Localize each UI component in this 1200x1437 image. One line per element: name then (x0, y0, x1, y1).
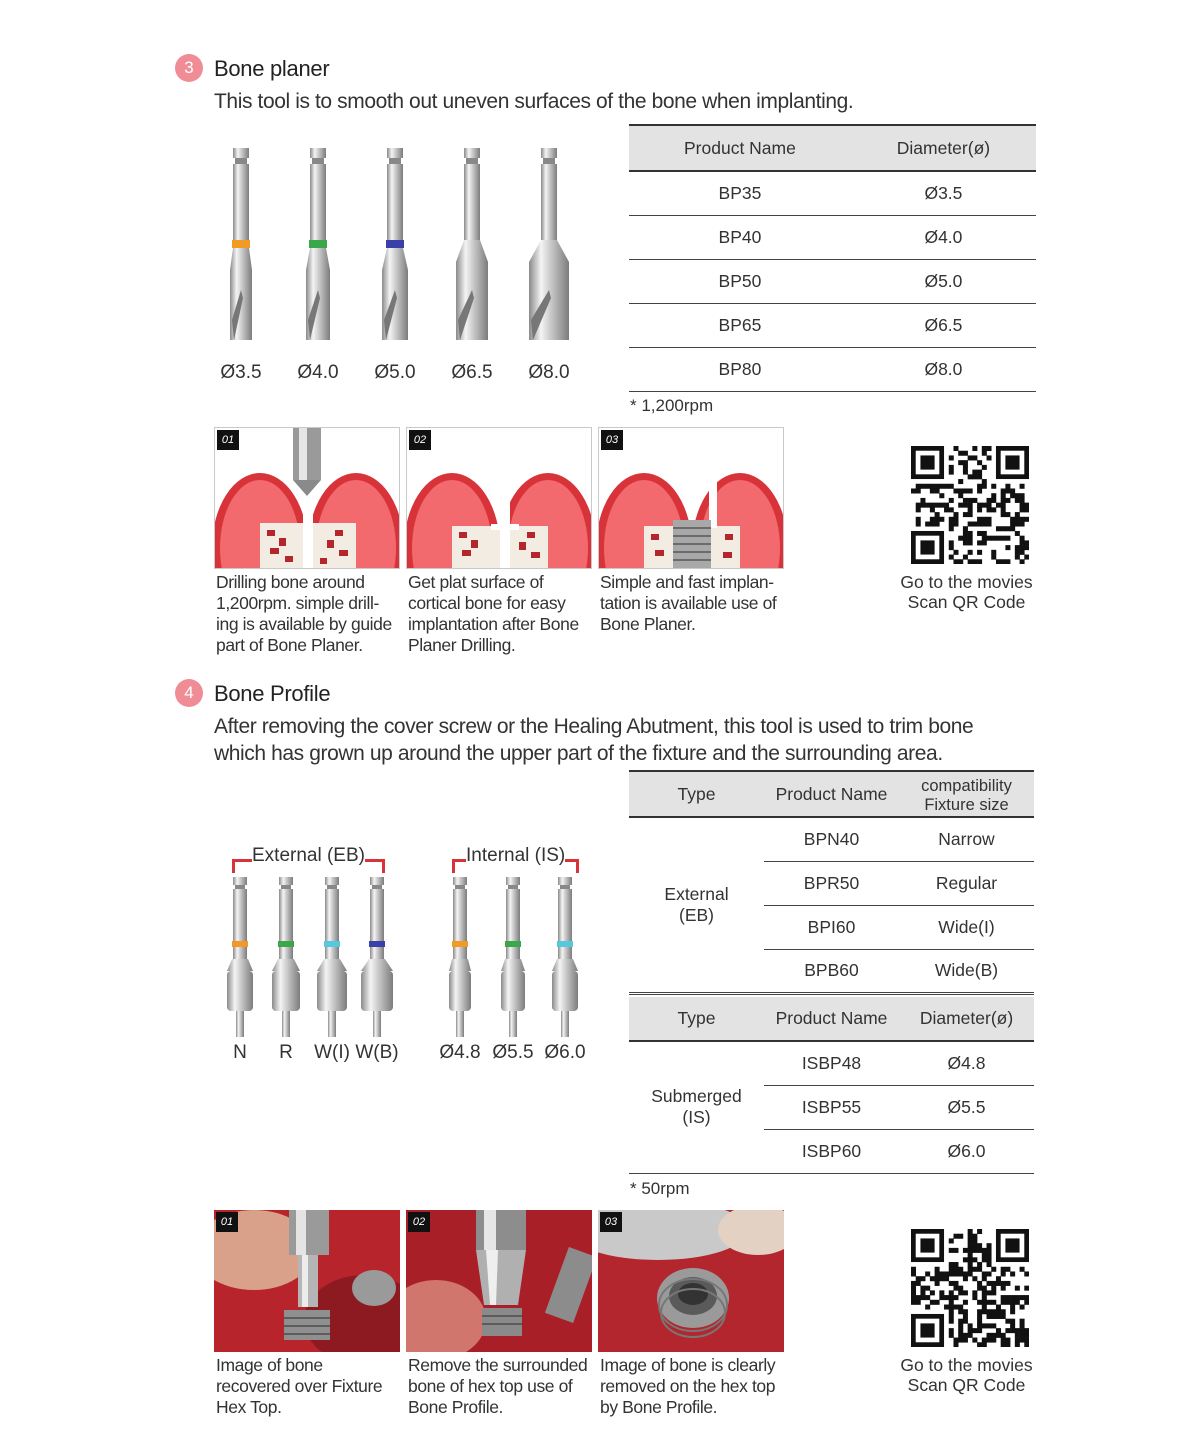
bone-planer-spec-table (629, 124, 1036, 392)
bone-planer-tools-illustration (205, 140, 590, 355)
table-row (629, 171, 1036, 215)
bone-profile-tool (317, 877, 347, 1037)
product-name-cell: BPI60 (764, 905, 899, 949)
step-3-caption: Image of bone is clearly removed on the hex top by Bone Profile. (600, 1355, 776, 1417)
diameter-cell: Ø8.0 (851, 347, 1036, 391)
surgery-photo-1 (214, 1210, 400, 1352)
section-3-title: Bone planer (214, 56, 330, 81)
table-header-product-name: Product Name (764, 997, 899, 1041)
step-number: 01 (216, 1212, 238, 1232)
type-cell: Submerged (IS) (629, 1041, 764, 1173)
bone-planer-tool (382, 148, 408, 340)
bone-profile-tools-illustration (215, 875, 595, 1040)
tool-size-label: R (279, 1042, 293, 1063)
diameter-cell: Ø5.0 (851, 259, 1036, 303)
type-cell: External (EB) (629, 817, 764, 993)
bone-profile-tool (449, 877, 471, 1037)
step-2-illustration (406, 427, 592, 569)
tool-diameter-label: Ø6.5 (451, 362, 493, 383)
product-name-cell: BP65 (629, 303, 851, 347)
bone-planer-tool (456, 148, 488, 340)
diameter-cell: Ø6.5 (851, 303, 1036, 347)
product-name-cell: BP80 (629, 347, 851, 391)
table-header-diameter: Diameter(ø) (899, 997, 1034, 1041)
tool-size-label: W(I) (314, 1042, 350, 1063)
diameter-cell: Ø5.5 (899, 1085, 1034, 1129)
product-name-cell: BPR50 (764, 861, 899, 905)
step-number: 03 (601, 430, 623, 450)
product-name-cell: BPB60 (764, 949, 899, 993)
step-1-caption: Image of bone recovered over Fixture Hex Top. (216, 1355, 383, 1417)
step-number: 02 (409, 430, 431, 450)
step-3-photo (598, 1210, 784, 1352)
section-3-description: This tool is to smooth out uneven surfaces of the bone when implanting. (214, 90, 854, 113)
table-row (629, 1041, 1034, 1085)
internal-spec-table (629, 997, 1034, 1174)
bone-drilling-diagram (215, 428, 400, 569)
rpm-note: * 1,200rpm (630, 396, 714, 415)
bone-profile-tool (552, 877, 578, 1037)
tool-diameter-label: Ø5.0 (374, 362, 416, 383)
tool-size-label: N (233, 1042, 247, 1063)
product-name-cell: BP35 (629, 171, 851, 215)
rpm-note: * 50rpm (630, 1179, 690, 1198)
step-1-illustration (214, 427, 400, 569)
implant-placement-diagram (599, 428, 784, 569)
table-row (629, 303, 1036, 347)
qr-code-caption: Go to the movies Scan QR Code (900, 1355, 1033, 1395)
tool-size-label: Ø4.8 (439, 1042, 481, 1063)
qr-code-icon[interactable] (911, 1229, 1029, 1347)
section-4-title: Bone Profile (214, 681, 331, 706)
internal-group-label: Internal (IS) (452, 845, 579, 873)
diameter-cell: Ø4.0 (851, 215, 1036, 259)
surgery-photo-2 (406, 1210, 592, 1352)
table-header-product-name: Product Name (629, 125, 851, 171)
product-name-cell: ISBP60 (764, 1129, 899, 1173)
tool-size-label: Ø5.5 (492, 1042, 534, 1063)
bone-profile-tool (227, 877, 253, 1037)
table-row (629, 817, 1034, 861)
step-1-caption: Drilling bone around 1,200rpm. simple drill- ing is available by guide part of Bone Planer. (216, 572, 392, 655)
step-3-illustration (598, 427, 784, 569)
table-row (629, 347, 1036, 391)
tool-diameter-label: Ø8.0 (528, 362, 570, 383)
step-number: 03 (600, 1212, 622, 1232)
product-name-cell: BP40 (629, 215, 851, 259)
surgery-photo-3 (598, 1210, 784, 1352)
fixture-size-cell: Regular (899, 861, 1034, 905)
table-row (629, 215, 1036, 259)
step-2-caption: Get plat surface of cortical bone for easy implantation after Bone Planer Drilling. (408, 572, 579, 655)
table-header-type: Type (629, 771, 764, 817)
external-group-label: External (EB) (232, 845, 385, 873)
qr-code-icon[interactable] (911, 446, 1029, 564)
bone-planer-tool (230, 148, 252, 340)
tool-size-label: W(B) (355, 1042, 399, 1063)
diameter-cell: Ø6.0 (899, 1129, 1034, 1173)
step-2-photo (406, 1210, 592, 1352)
diameter-cell: Ø3.5 (851, 171, 1036, 215)
step-3-caption: Simple and fast implan- tation is available use of Bone Planer. (600, 572, 777, 634)
product-name-cell: BP50 (629, 259, 851, 303)
table-header-product-name: Product Name (764, 771, 899, 817)
step-number: 02 (408, 1212, 430, 1232)
flat-cortical-bone-diagram (407, 428, 592, 569)
bone-profile-tool (361, 877, 393, 1037)
fixture-size-cell: Wide(B) (899, 949, 1034, 993)
step-number: 01 (217, 430, 239, 450)
section-4-description: After removing the cover screw or the Healing Abutment, this tool is used to trim bone which has grown up around the upper part of the fixture and the surrounding area. (214, 715, 974, 765)
qr-code-caption: Go to the movies Scan QR Code (900, 572, 1033, 612)
bone-planer-tool (306, 148, 330, 340)
table-header-type: Type (629, 997, 764, 1041)
external-spec-table (629, 770, 1034, 995)
fixture-size-cell: Narrow (899, 817, 1034, 861)
product-name-cell: BPN40 (764, 817, 899, 861)
product-name-cell: ISBP55 (764, 1085, 899, 1129)
bone-planer-tool (529, 148, 569, 340)
section-3-number-badge: 3 (175, 54, 203, 82)
table-row (629, 259, 1036, 303)
tool-size-label: Ø6.0 (544, 1042, 586, 1063)
diameter-cell: Ø4.8 (899, 1041, 1034, 1085)
table-header-fixture-size: compatibility Fixture size (899, 771, 1034, 817)
table-header-diameter: Diameter(ø) (851, 125, 1036, 171)
section-4-number-badge: 4 (175, 679, 203, 707)
step-1-photo (214, 1210, 400, 1352)
product-name-cell: ISBP48 (764, 1041, 899, 1085)
tool-diameter-label: Ø3.5 (220, 362, 262, 383)
bone-profile-tool (272, 877, 300, 1037)
tool-diameter-label: Ø4.0 (297, 362, 339, 383)
fixture-size-cell: Wide(I) (899, 905, 1034, 949)
step-2-caption: Remove the surrounded bone of hex top use of Bone Profile. (408, 1355, 588, 1417)
bone-profile-tool (501, 877, 525, 1037)
